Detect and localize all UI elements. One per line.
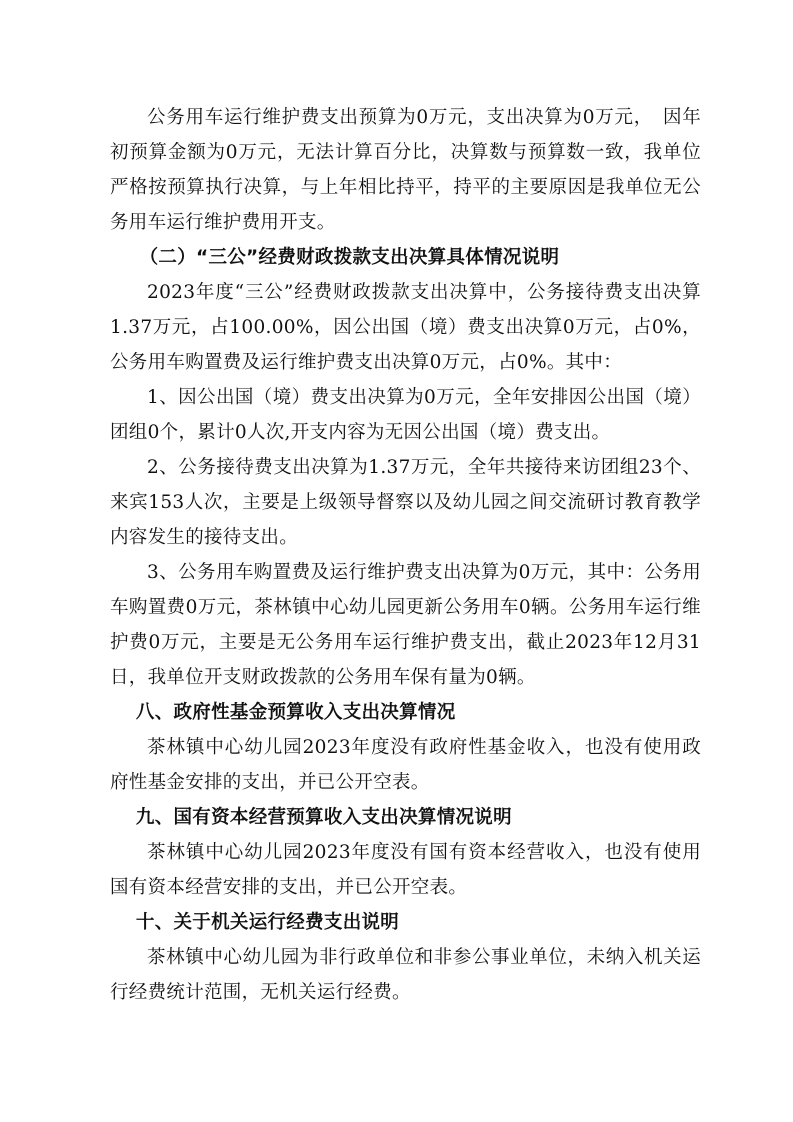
heading-government-fund: 八、政府性基金预算收入支出决算情况 [135, 702, 456, 723]
paragraph-overseas-travel: 1、因公出国（境）费支出决算为0万元，全年安排因公出国（境）团组0个，累计0人次,开支内容为无因公出国（境）费支出。 [110, 387, 701, 443]
heading-state-capital: 九、国有资本经营预算收入支出决算情况说明 [135, 807, 512, 828]
paragraph-reception: 2、公务接待费支出决算为1.37万元，全年共接待来访团组23个、来宾153人次，主要是上级领导督察以及幼儿园之间交流研讨教育教学内容发生的接待支出。 [110, 457, 701, 548]
heading-operating-expenses: 十、关于机关运行经费支出说明 [135, 912, 400, 933]
paragraph-vehicle-maintenance: 公务用车运行维护费支出预算为0万元，支出决算为0万元， 因年初预算金额为0万元，无法计算百分比，决算数与预算数一致，我单位严格按预算执行决算，与上年相比持平，持平的主要原因是我单位无公务用车运行维护费用开支。 [110, 107, 701, 233]
paragraph-operating-expenses: 茶林镇中心幼儿园为非行政单位和非参公事业单位，未纳入机关运行经费统计范围，无机关运行经费。 [110, 947, 701, 1003]
paragraph-vehicle-purchase: 3、公务用车购置费及运行维护费支出决算为0万元，其中：公务用车购置费0万元，茶林镇中心幼儿园更新公务用车0辆。公务用车运行维护费0万元，主要是无公务用车运行维护费支出，截止2023年12月31日，我单位开支财政拨款的公务用车保有量为0辆。 [110, 562, 701, 688]
paragraph-three-public-summary: 2023年度“三公”经费财政拨款支出决算中，公务接待费支出决算1.37万元，占100.00%，因公出国（境）费支出决算0万元，占0%，公务用车购置费及运行维护费支出决算0万元，占0%。其中： [110, 282, 701, 373]
heading-three-public-details: （二）“三公”经费财政拨款支出决算具体情况说明 [139, 247, 560, 268]
paragraph-state-capital: 茶林镇中心幼儿园2023年度没有国有资本经营收入，也没有使用国有资本经营安排的支出，并已公开空表。 [110, 842, 701, 898]
paragraph-government-fund: 茶林镇中心幼儿园2023年度没有政府性基金收入，也没有使用政府性基金安排的支出，并已公开空表。 [110, 737, 701, 793]
